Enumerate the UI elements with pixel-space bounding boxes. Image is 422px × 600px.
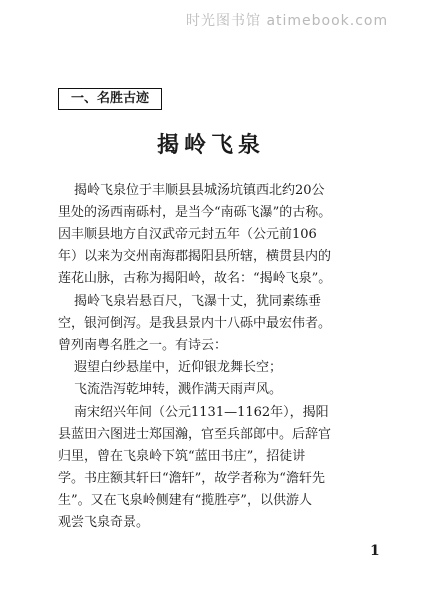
body-line: 因丰顺县地方自汉武帝元封五年（公元前106 — [58, 227, 317, 242]
body-line: 空，银河倒泻。是我县景内十八砾中最宏伟者。 — [58, 316, 332, 331]
poem-line: 飞流浩泻乾坤转，溅作满天雨声风。 — [74, 382, 283, 397]
body-line: 年）以来为交州南海郡揭阳县所辖，横贯县内的 — [58, 249, 332, 264]
body-line: 南宋绍兴年间（公元1131—1162年），揭阳 — [74, 405, 329, 420]
page-number: 1 — [370, 543, 380, 559]
body-line: 观尝飞泉奇景。 — [58, 515, 150, 530]
body-line: 归里，曾在飞泉岭下筑“蓝田书庄”，招徒讲 — [58, 449, 306, 464]
body-line: 曾列南粤名胜之一。有诗云： — [58, 338, 228, 353]
body-line: 揭岭飞泉岩悬百尺，飞瀑十丈，犹同素练垂 — [74, 294, 322, 309]
article-title: 揭岭飞泉 — [156, 133, 265, 158]
body-line: 莲花山脉，古称为揭阳岭，故名：“揭岭飞泉”。 — [58, 271, 332, 286]
body-line: 生”。又在飞泉岭侧建有“揽胜亭”，以供游人 — [58, 493, 312, 508]
body-line: 揭岭飞泉位于丰顺县县城汤坑镇西北约20公 — [74, 183, 325, 198]
watermark: 时光图书馆 atimebook.com — [186, 13, 389, 29]
body-line: 县蓝田六图进士郑国瀚，官至兵部郎中。后辞官 — [58, 427, 332, 442]
body-line: 里处的汤西南砾村，是当今“南砾飞瀑”的古称。 — [58, 205, 332, 220]
section-heading: 一、名胜古迹 — [58, 88, 162, 110]
body-line: 学。书庄额其轩曰“澹轩”，故学者称为“澹轩先 — [58, 471, 325, 486]
poem-line: 遐望白纱悬崖中，近仰银龙舞长空； — [74, 360, 283, 375]
